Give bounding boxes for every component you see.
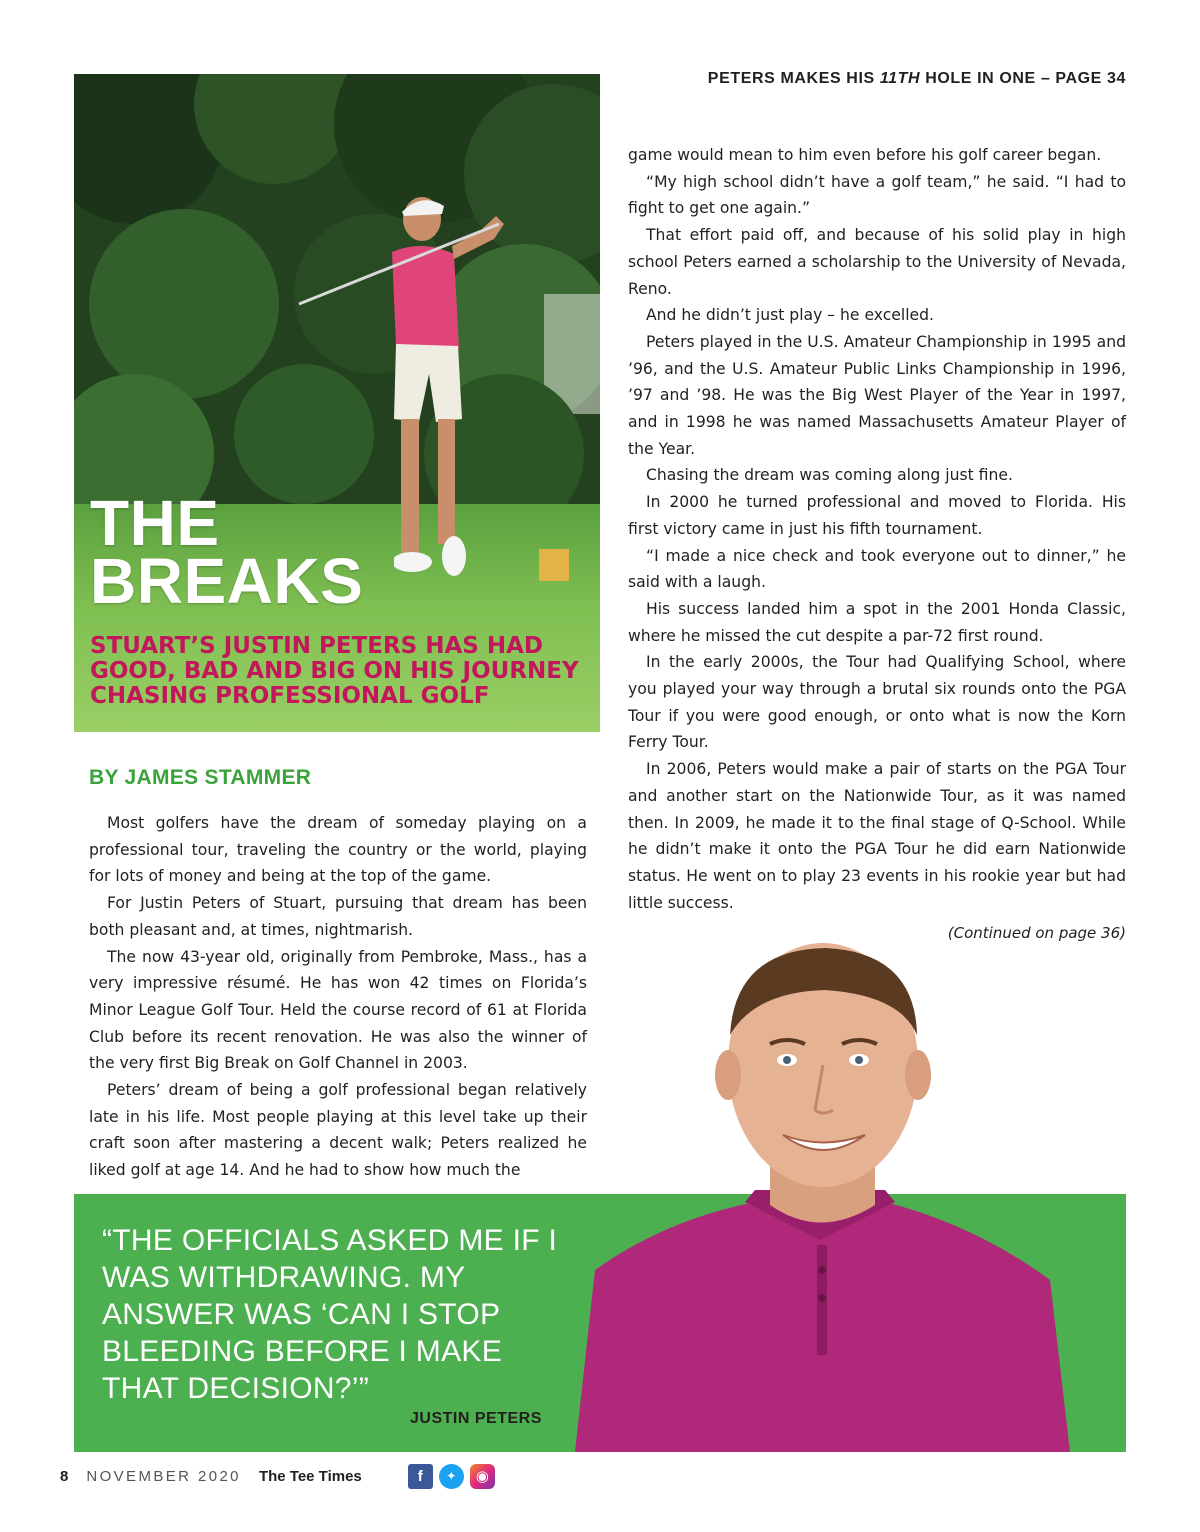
golfer-swing-photo bbox=[74, 74, 600, 544]
article-title bbox=[90, 487, 364, 617]
paragraph: That effort paid off, and because of his solid play in high school Peters earned a scholarship to the University of Nevada, Reno. bbox=[628, 226, 1126, 298]
body-column-left bbox=[89, 810, 587, 1184]
paragraph: game would mean to him even before his golf career began. bbox=[628, 146, 1102, 164]
issue-date: NOVEMBER 2020 bbox=[86, 1467, 241, 1485]
byline: BY JAMES STAMMER bbox=[89, 766, 312, 789]
paragraph: The now 43-year old, originally from Pembroke, Mass., has a very impressive résumé. He has won 42 times on Florida’s Minor League Golf Tour. Held the course record of 61 at Florida Club before its recent renovation. He was also the winner of the very first Big Break on Golf Channel in 2003. bbox=[89, 947, 587, 1073]
page-footer bbox=[60, 1462, 495, 1490]
facebook-icon[interactable]: f bbox=[408, 1464, 433, 1489]
page-number: 8 bbox=[60, 1467, 69, 1485]
running-head-emphasis: 11TH bbox=[879, 70, 921, 87]
body-column-right bbox=[628, 142, 1126, 916]
paragraph: “I made a nice check and took everyone out to dinner,” he said with a laugh. bbox=[628, 546, 1126, 592]
pull-quote-attribution: JUSTIN PETERS bbox=[410, 1410, 542, 1427]
publication-name: The Tee Times bbox=[258, 1467, 362, 1485]
instagram-icon[interactable]: ◉ bbox=[470, 1464, 495, 1489]
running-head bbox=[640, 70, 1126, 88]
paragraph: Chasing the dream was coming along just fine. bbox=[646, 466, 1013, 485]
golfer-legs bbox=[394, 504, 574, 614]
paragraph: For Justin Peters of Stuart, pursuing that dream has been both pleasant and, at times, nightmarish. bbox=[89, 894, 587, 939]
social-icons bbox=[408, 1464, 495, 1489]
paragraph: Peters’ dream of being a golf professional began relatively late in his life. Most people playing at this level take up their craft soon after mastering a decent walk; Peters realized he liked golf at age 14. And he had to show how much the bbox=[89, 1081, 587, 1180]
hero-photo bbox=[74, 74, 600, 732]
paragraph: In 2000 he turned professional and moved to Florida. His first victory came in just his fifth tournament. bbox=[628, 493, 1126, 538]
paragraph: In the early 2000s, the Tour had Qualifying School, where you played your way through a brutal six rounds onto the PGA Tour if you were good enough, or onto what is now the Korn Ferry Tour. bbox=[628, 653, 1126, 752]
portrait-photo bbox=[555, 940, 1080, 1452]
continued-jump: (Continued on page 36) bbox=[947, 924, 1126, 942]
running-head-page-ref: HOLE IN ONE – PAGE 34 bbox=[920, 70, 1126, 87]
article-deck: STUART’S JUSTIN PETERS HAS HAD GOOD, BAD AND BIG ON HIS JOURNEY CHASING PROFESSIONAL GOLF bbox=[90, 633, 579, 709]
pull-quote-text: “THE OFFICIALS ASKED ME IF I WAS WITHDRAWING. MY ANSWER WAS ‘CAN I STOP BLEEDING BEFORE I MAKE THAT DECISION?’” bbox=[102, 1224, 558, 1405]
paragraph: Peters played in the U.S. Amateur Championship in 1995 and ’96, and the U.S. Amateur Public Links Championship in 1996, ’97 and ’98. He was the Big West Player of the Year in 1997, and in 1998 he was named Massachusetts Amateur Player of the Year. bbox=[628, 332, 1126, 458]
paragraph: In 2006, Peters would make a pair of starts on the PGA Tour and another start on the Nationwide Tour, as it was named then. In 2009, he made it to the final stage of Q-School. While he didn’t make it onto the PGA Tour he did earn Nationwide status. He went on to play 23 events in his rookie year but had little success. bbox=[628, 760, 1126, 912]
paragraph: Most golfers have the dream of someday playing on a professional tour, traveling the country or the world, playing for lots of money and being at the top of the game. bbox=[89, 814, 587, 886]
twitter-icon[interactable]: ✦ bbox=[439, 1464, 464, 1489]
paragraph: “My high school didn’t have a golf team,” he said. “I had to fight to get one again.” bbox=[628, 172, 1126, 218]
paragraph: His success landed him a spot in the 2001 Honda Classic, where he missed the cut despite a par-72 first round. bbox=[628, 599, 1126, 645]
title-line-2: BREAKS bbox=[90, 545, 364, 617]
paragraph: And he didn’t just play – he excelled. bbox=[646, 306, 935, 325]
title-line-1: THE bbox=[90, 487, 220, 559]
running-head-text: PETERS MAKES HIS bbox=[707, 70, 880, 87]
